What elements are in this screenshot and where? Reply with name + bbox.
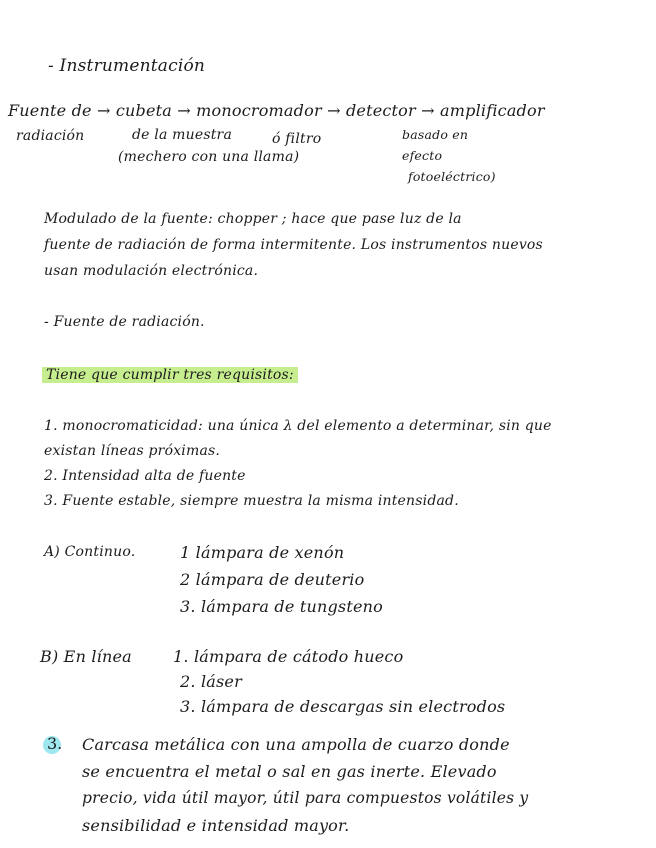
diagram-main-row: Fuente de → cubeta → monocromador → detector → amplificador <box>8 101 545 120</box>
requirement-1a: 1. monocromaticidad: una única λ del elemento a determinar, sin que <box>44 418 552 434</box>
diagram-cuvette-line2: de la muestra <box>132 127 232 143</box>
section-title: - Instrumentación <box>48 56 206 76</box>
requirement-1b: existan líneas próximas. <box>44 443 221 459</box>
continuo-item-1: 1 lámpara de xenón <box>180 543 345 562</box>
requirement-3: 3. Fuente estable, siempre muestra la misma intensidad. <box>44 493 459 509</box>
note-number-bullet <box>43 736 61 754</box>
note-line4: sensibilidad e intensidad mayor. <box>82 816 350 835</box>
fuente-title: - Fuente de radiación. <box>44 314 205 330</box>
note-line1: Carcasa metálica con una ampolla de cuarzo donde <box>82 735 510 754</box>
diagram-detector-line4: fotoeléctrico) <box>408 169 496 184</box>
diagram-source-line2: radiación <box>16 128 85 144</box>
modulado-line3: usan modulación electrónica. <box>44 263 259 279</box>
modulado-line1: Modulado de la fuente: chopper ; hace que pase luz de la <box>44 211 462 227</box>
linea-label: B) En línea <box>40 647 132 666</box>
diagram-detector-line3: efecto <box>402 148 443 163</box>
linea-item-1: 1. lámpara de cátodo hueco <box>173 647 404 666</box>
requirement-2: 2. Intensidad alta de fuente <box>44 468 246 484</box>
continuo-label: A) Continuo. <box>44 544 136 560</box>
requirements-highlight: Tiene que cumplir tres requisitos: <box>42 367 298 383</box>
note-number: 3. <box>47 734 63 753</box>
note-line2: se encuentra el metal o sal en gas inerte. Elevado <box>82 762 497 781</box>
diagram-detector-line2: basado en <box>402 127 469 142</box>
diagram-cuvette-line3: (mechero con una llama) <box>118 149 300 165</box>
linea-item-3: 3. lámpara de descargas sin electrodos <box>180 697 506 716</box>
note-line3: precio, vida útil mayor, útil para compuestos volátiles y <box>82 789 529 807</box>
diagram-mono-line2: ó filtro <box>272 131 322 147</box>
linea-item-2: 2. láser <box>180 672 242 691</box>
continuo-item-2: 2 lámpara de deuterio <box>180 570 365 589</box>
continuo-item-3: 3. lámpara de tungsteno <box>180 597 383 616</box>
modulado-line2: fuente de radiación de forma intermitente. Los instrumentos nuevos <box>44 237 543 253</box>
